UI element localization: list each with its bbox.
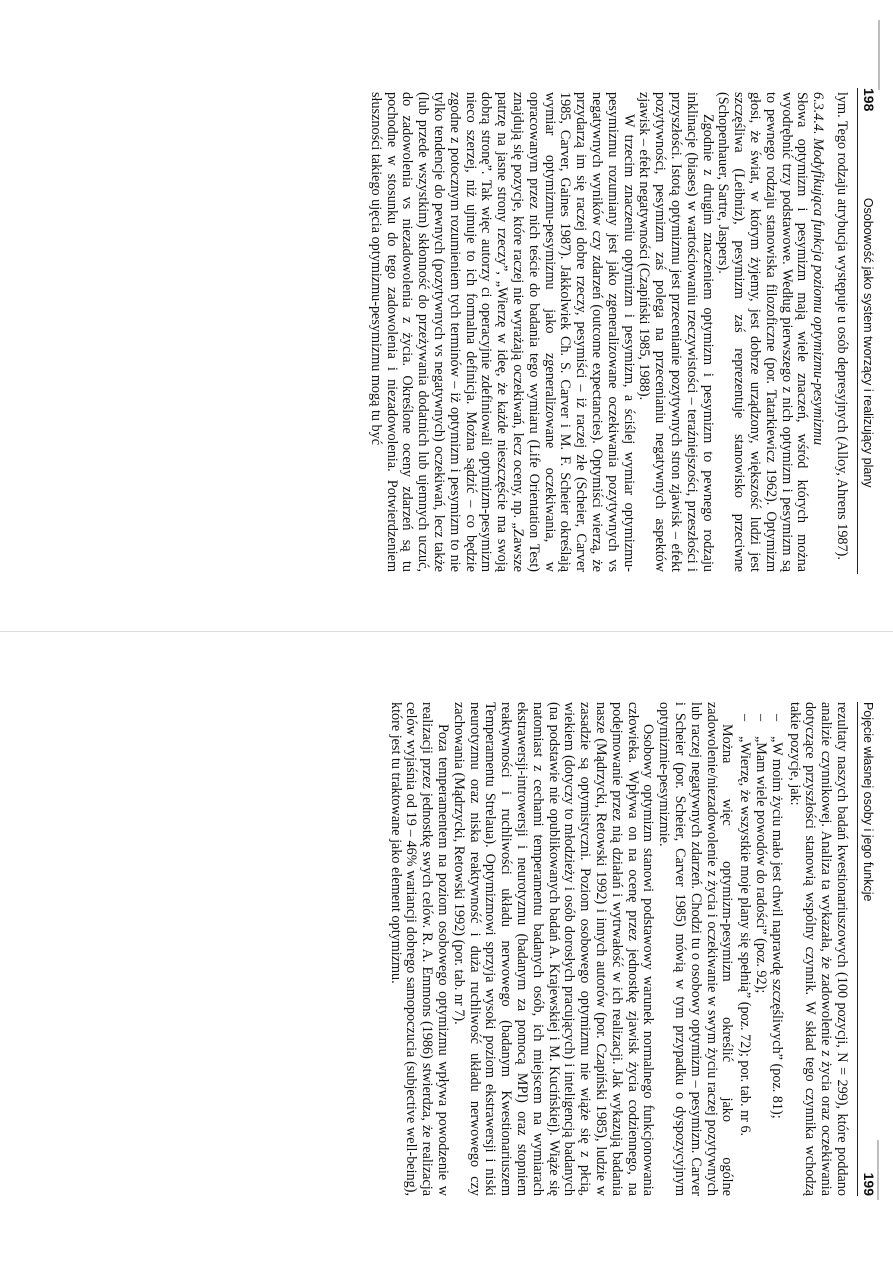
paragraph: Można więc optymizm-pesymizm określić jako ogólne zadowolenie/niezadowolenie z życia i oczekiwanie w swym życiu raczej pozytywnych lub raczej negatywnych zdarzeń. Chodzi tu o osobowy optymizm – pesymizm. Carver i Scheier (por. Scheier, Carver 1985) mówią w tym przypadku o dyspozycyjnym optymizmie-pesymizmie. [656,702,736,1196]
paragraph: rezultaty naszych badań kwestionariuszowych (100 pozycji, N = 299), które poddano analizie czynnikowej. Analiza ta wykazała, że zadowolenie z życia oraz oczekiwania dotyczące przyszłości stanowią wspólny czynnik. W skład tego czynnika wchodzą takie pozycje, jak: [786,702,850,1196]
page-header-right [857,702,883,1196]
paragraph: Osobowy optymizm stanowi podstawowy warunek normalnego funkcjonowania człowieka. Wpływa on na ocenę przez jednostkę zjawisk życia codziennego, na podejmowanie przez nią działań i wytrwałość w ich realizacji. Jak wykazują badania nasze (Mądrzycki, Retowski 1992) i innych autorów (por. Czapiński 1985), ludzie w zasadzie są optymistyczni. Poziom osobowego optymizmu nie wiąże się z płcią, wiekiem (dotyczy to młodzieży i osób dorosłych pracujących) i inteligencją badanych (na podstawie nie opublikowanych badań A. Krajewskiej i M. Kucińskiej). Wiąże się natomiast z cechami temperamentu badanych osób, ich miejscem na wymiarach ekstrawersji-introwersji i neurotyzmu (badanym za pomocą MPI) oraz stopniem reaktywności i ruchliwości układu nerwowego (badanym Kwestionariuszem Temperamentu Strelaua). Optymizmowi sprzyja wysoki poziom ekstrawersji i niski neurotyzmu oraz niska reaktywność i duża ruchliwość układu nerwowego czy zachowania (Mądrzycki, Retowski 1992) (por. tab. nr 7). [450,702,657,1196]
list-item-text: „Mam wiele powodów do radości” (poz. 92); [753,736,770,994]
dash-bullet: – [753,714,770,722]
page-body-right [387,702,849,1196]
running-head-right: Pojęcie własnej osoby i jego funkcje [861,702,875,902]
paragraph: Poza temperamentem na poziom osobowego optymizmu wpływa powodzenie w realizacji przez jednostkę swych celów. R. A. Emmons (1986) stwierdza, że realizacja celów wyjaśnia od 19 – 46% wariancji dobrego samopoczucia (subjective well-being), które jest tu traktowane jako element optymizmu. [387,702,452,1196]
page-body-left [367,92,849,572]
scan-mark [878,20,880,90]
running-head-left: Osobowość jako system tworzący i realizujący plany [861,197,875,488]
page-number-right: 199 [861,1172,877,1196]
paragraph: Słowa optymizm i pesymizm mają wiele znaczeń, wśród których można wyodrębnić trzy podstawowe. Według pierwszego z nich optymizm i pesymizm są to pewnego rodzaju stanowiska filozoficzne (por. Tatarkiewicz 1962). Optymizm głosi, że świat, w którym żyjemy, jest dobrze urządzony, większość ludzi jest szczęśliwa (Leibniz), pesymizm zaś reprezentuje stanowisko przeciwne (Schopenhauer, Sartre, Jaspers). [715,92,811,572]
quoted-items-list [736,702,783,1196]
page-number-left: 198 [861,88,877,112]
list-item [752,702,768,1196]
page-header-left [857,88,883,574]
list-item-text: „W moim życiu mało jest chwil naprawdę szczęśliwych” (poz. 81); [768,736,785,1119]
dash-bullet: – [768,714,785,722]
paragraph: W trzecim znaczeniu optymizm i pesymizm, a ściślej wymiar optymizmu-pesymizmu rozumiany jest jako zgeneralizowane oczekiwania pozytywnych vs negatywnych wyników czy zdarzeń (outcome expectancies). Optymiści wierzą, że przydarzą im się raczej dobre rzeczy, pesymiści – iż raczej złe (Scheier, Carver 1985, Carver, Gaines 1987). Jakkolwiek Ch. S. Carver i M. F. Scheier określają wymiar optymizmu-pesymizmu jako zgeneralizowane oczekiwania, w opracowanym przez nich teście do badania tego wymiaru (Life Orientation Test) znajdują się pozycje, które raczej nie wyrażają oczekiwań, lecz oceny, np. „Zawsze patrzę na jasne strony rzeczy”, „Wierzę w ideę, że każde nieszczęście ma swoją dobrą stronę”. Tak więc autorzy ci operacyjnie zdefiniowali optymizm-pesymizm nieco szerzej, niż ujmuje to ich formalna definicja. Można sądzić – co będzie zgodne z potocznym rozumieniem tych terminów – iż optymizm i pesymizm to nie tylko tendencje do pewnych (pozytywnych vs negatywnych) oczekiwań, lecz także (lub przede wszystkim) skłonność do przeżywania dodatnich lub ujemnych uczuć, do zadowolenia vs niezadowolenia z życia. Określone oceny zdarzeń są tu pochodne w stosunku do tego zadowolenia i niezadowolenia. Potwierdzeniem słuszności takiego ujęcia optymizmu-pesymizmu mogą tu być [367,92,637,572]
page-198 [0,0,893,631]
paragraph: lym. Tego rodzaju atrybucja występuje u osób depresyjnych (Alloy, Ahrens 1987). [834,92,850,560]
page-199 [0,632,893,1263]
scan-mark [877,1140,879,1200]
paragraph: Zgodnie z drugim znaczeniem optymizm i pesymizm to pewnego rodzaju inklinacje (biases) w wartościowaniu rzeczywistości – teraźniejszości, przeszłości i przyszłości. Istotą optymizmu jest przecenianie pozytywnych stron zjawisk – efekt pozytywności, pesymizm zaś polega na przecenianiu negatywnych aspektów zjawisk – efekt negatywności (Czapiński 1985, 1988). [636,92,716,572]
subsection-heading: 6.3.4.4. Modyfikująca funkcja poziomu optymizmu-pesymizmu [810,92,827,446]
list-item-text: „Wierzę, że wszystkie moje plany się spełnią” (poz. 72); por. tab. nr 6. [737,736,754,1137]
list-item [768,702,784,1196]
dash-bullet: – [737,714,754,722]
list-item [736,702,752,1196]
